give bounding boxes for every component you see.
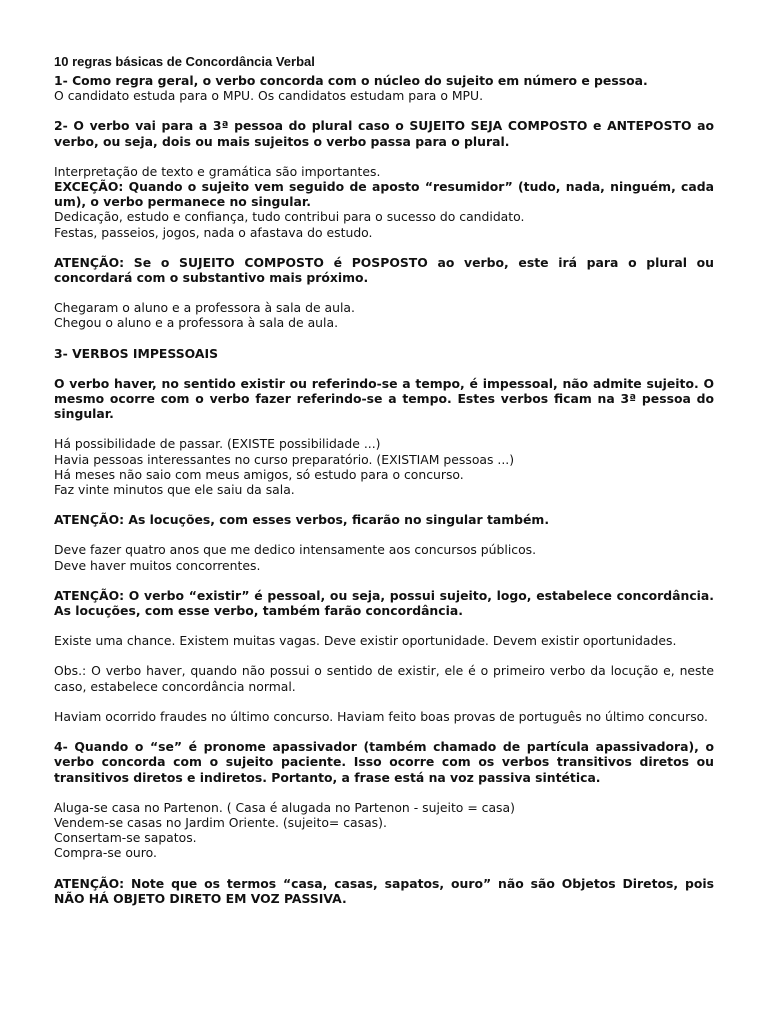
rule-1-example: O candidato estuda para o MPU. Os candidatos estudam para o MPU. [54,88,484,104]
rule-3-attention-1-example: Deve fazer quatro anos que me dedico intensamente aos concursos públicos. [54,542,537,558]
rule-4-heading: 4- Quando o “se” é pronome apassivador (também chamado de partícula apassivadora), o verbo concorda com o sujeito paciente. Isso ocorre com os verbos transitivos diretos ou transitivos diretos e indiretos. Portanto, a frase está na voz passiva sintética. [54,739,714,785]
rule-3-attention-1-example: Deve haver muitos concorrentes. [54,557,261,573]
rule-2-attention: ATENÇÃO: Se o SUJEITO COMPOSTO é POSPOSTO ao verbo, este irá para o plural ou concordará com o substantivo mais próximo. [54,254,714,286]
rule-4-example: Vendem-se casas no Jardim Oriente. (sujeito= casas). [54,814,387,830]
rule-4-attention: ATENÇÃO: Note que os termos “casa, casas, sapatos, ouro” não são Objetos Diretos, pois NÃO HÁ OBJETO DIRETO EM VOZ PASSIVA. [54,875,714,906]
rule-2-exception-example: Festas, passeios, jogos, nada o afastava do estudo. [54,224,373,240]
rule-2-exception-example: Dedicação, estudo e confiança, tudo contribui para o sucesso do candidato. [54,209,525,225]
rule-4-example: Compra-se ouro. [54,845,157,861]
rule-3-obs-example: Haviam ocorrido fraudes no último concurso. Haviam feito boas provas de português no último concurso. [54,708,708,724]
rule-3-heading: 3- VERBOS IMPESSOAIS [54,345,218,361]
rule-3-example: Há possibilidade de passar. (EXISTE possibilidade ...) [54,436,381,452]
rule-3-intro: O verbo haver, no sentido existir ou referindo-se a tempo, é impessoal, não admite sujeito. O mesmo ocorre com o verbo fazer referindo-se a tempo. Estes verbos ficam na 3ª pessoa do singular. [54,375,714,422]
rule-1-heading: 1- Como regra geral, o verbo concorda com o núcleo do sujeito em número e pessoa. [54,73,648,88]
rule-4-example: Consertam-se sapatos. [54,830,197,846]
rule-2-attention-example: Chegou o aluno e a professora à sala de aula. [54,315,339,331]
document-page [54,54,714,906]
rule-3-attention-2: ATENÇÃO: O verbo “existir” é pessoal, ou seja, possui sujeito, logo, estabelece concordância. As locuções, com esse verbo, também farão concordância. [54,587,714,619]
rule-3-example: Há meses não saio com meus amigos, só estudo para o concurso. [54,466,464,482]
rule-3-attention-1: ATENÇÃO: As locuções, com esses verbos, ficarão no singular também. [54,512,550,528]
rule-4-example: Aluga-se casa no Partenon. ( Casa é alugada no Partenon - sujeito = casa) [54,799,515,815]
document-title: 10 regras básicas de Concordância Verbal [54,54,315,69]
rule-3-example: Havia pessoas interessantes no curso preparatório. (EXISTIAM pessoas ...) [54,451,515,467]
rule-3-obs: Obs.: O verbo haver, quando não possui o sentido de existir, ele é o primeiro verbo da locução e, neste caso, estabelece concordância normal. [54,663,714,694]
rule-2-exception: EXCEÇÃO: Quando o sujeito vem seguido de aposto “resumidor” (tudo, nada, ninguém, cada um), o verbo permanece no singular. [54,179,714,210]
rule-3-example: Faz vinte minutos que ele saiu da sala. [54,482,295,498]
rule-3-attention-2-example: Existe uma chance. Existem muitas vagas. Deve existir oportunidade. Devem existir oportunidades. [54,633,677,649]
rule-2-heading: 2- O verbo vai para a 3ª pessoa do plural caso o SUJEITO SEJA COMPOSTO e ANTEPOSTO ao verbo, ou seja, dois ou mais sujeitos o verbo passa para o plural. [54,118,714,149]
rule-2-attention-example: Chegaram o aluno e a professora à sala de aula. [54,300,355,316]
rule-2-example: Interpretação de texto e gramática são importantes. [54,163,381,179]
